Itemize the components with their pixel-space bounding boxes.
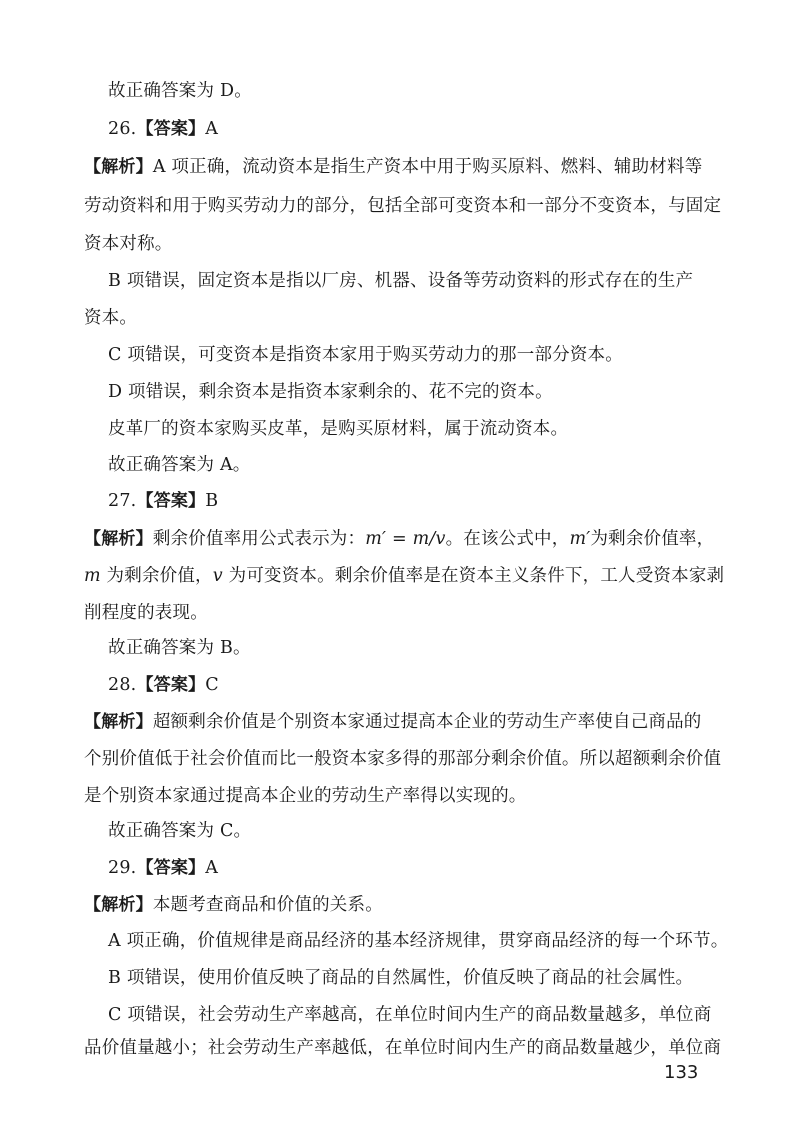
text-line: 故正确答案为 C。 (108, 821, 252, 841)
text-line: 故正确答案为 D。 (108, 81, 252, 101)
text-line: 资本。 (84, 308, 138, 328)
formula: m′ = m/v (365, 529, 446, 549)
text-line: 资本对称。 (84, 234, 173, 254)
text-line: B 项错误，固定资本是指以厂房、机器、设备等劳动资料的形式存在的生产 (108, 271, 694, 291)
text-line: 劳动资料和用于购买劳动力的部分，包括全部可变资本和一部分不变资本，与固定 (84, 196, 722, 216)
answer-heading-29: 29.【答案】A (108, 858, 219, 878)
formula: m (84, 566, 101, 586)
text-line: 皮革厂的资本家购买皮革，是购买原材料，属于流动资本。 (108, 419, 569, 439)
analysis-line: 【解析】超额剩余价值是个别资本家通过提高本企业的劳动生产率使自己商品的 (84, 712, 702, 732)
text-line: m 为剩余价值，v 为可变资本。剩余价值率是在资本主义条件下，工人受资本家剥 (84, 566, 725, 586)
text-line: 故正确答案为 A。 (108, 455, 251, 475)
answer-heading-26: 26.【答案】A (108, 119, 219, 139)
answer-heading-27: 27.【答案】B (108, 491, 219, 511)
text-line: B 项错误，使用价值反映了商品的自然属性，价值反映了商品的社会属性。 (108, 968, 694, 988)
text-line: D 项错误，剩余资本是指资本家剩余的、花不完的资本。 (108, 382, 553, 402)
formula: m′ (569, 529, 591, 549)
page-number: 133 (664, 1062, 699, 1083)
text-line: 个别价值低于社会价值而比一般资本家多得的那部分剩余价值。所以超额剩余价值 (84, 749, 722, 769)
text-line: 品价值量越小；社会劳动生产率越低，在单位时间内生产的商品数量越少，单位商 (84, 1038, 722, 1058)
answer-heading-28: 28.【答案】C (108, 675, 219, 695)
analysis-line: 【解析】A 项正确，流动资本是指生产资本中用于购买原料、燃料、辅助材料等 (84, 157, 703, 177)
analysis-line: 【解析】剩余价值率用公式表示为：m′ = m/v。在该公式中，m′为剩余价值率， (84, 529, 715, 549)
text-line: C 项错误，社会劳动生产率越高，在单位时间内生产的商品数量越多，单位商 (108, 1005, 712, 1025)
analysis-line: 【解析】本题考查商品和价值的关系。 (84, 895, 383, 915)
text-line: C 项错误，可变资本是指资本家用于购买劳动力的那一部分资本。 (108, 345, 623, 365)
formula: v (212, 566, 223, 586)
text-line: 故正确答案为 B。 (108, 638, 251, 658)
text-line: 削程度的表现。 (84, 603, 208, 623)
text-line: 是个别资本家通过提高本企业的劳动生产率得以实现的。 (84, 786, 527, 806)
text-line: A 项正确，价值规律是商品经济的基本经济规律，贯穿商品经济的每一个环节。 (108, 931, 729, 951)
